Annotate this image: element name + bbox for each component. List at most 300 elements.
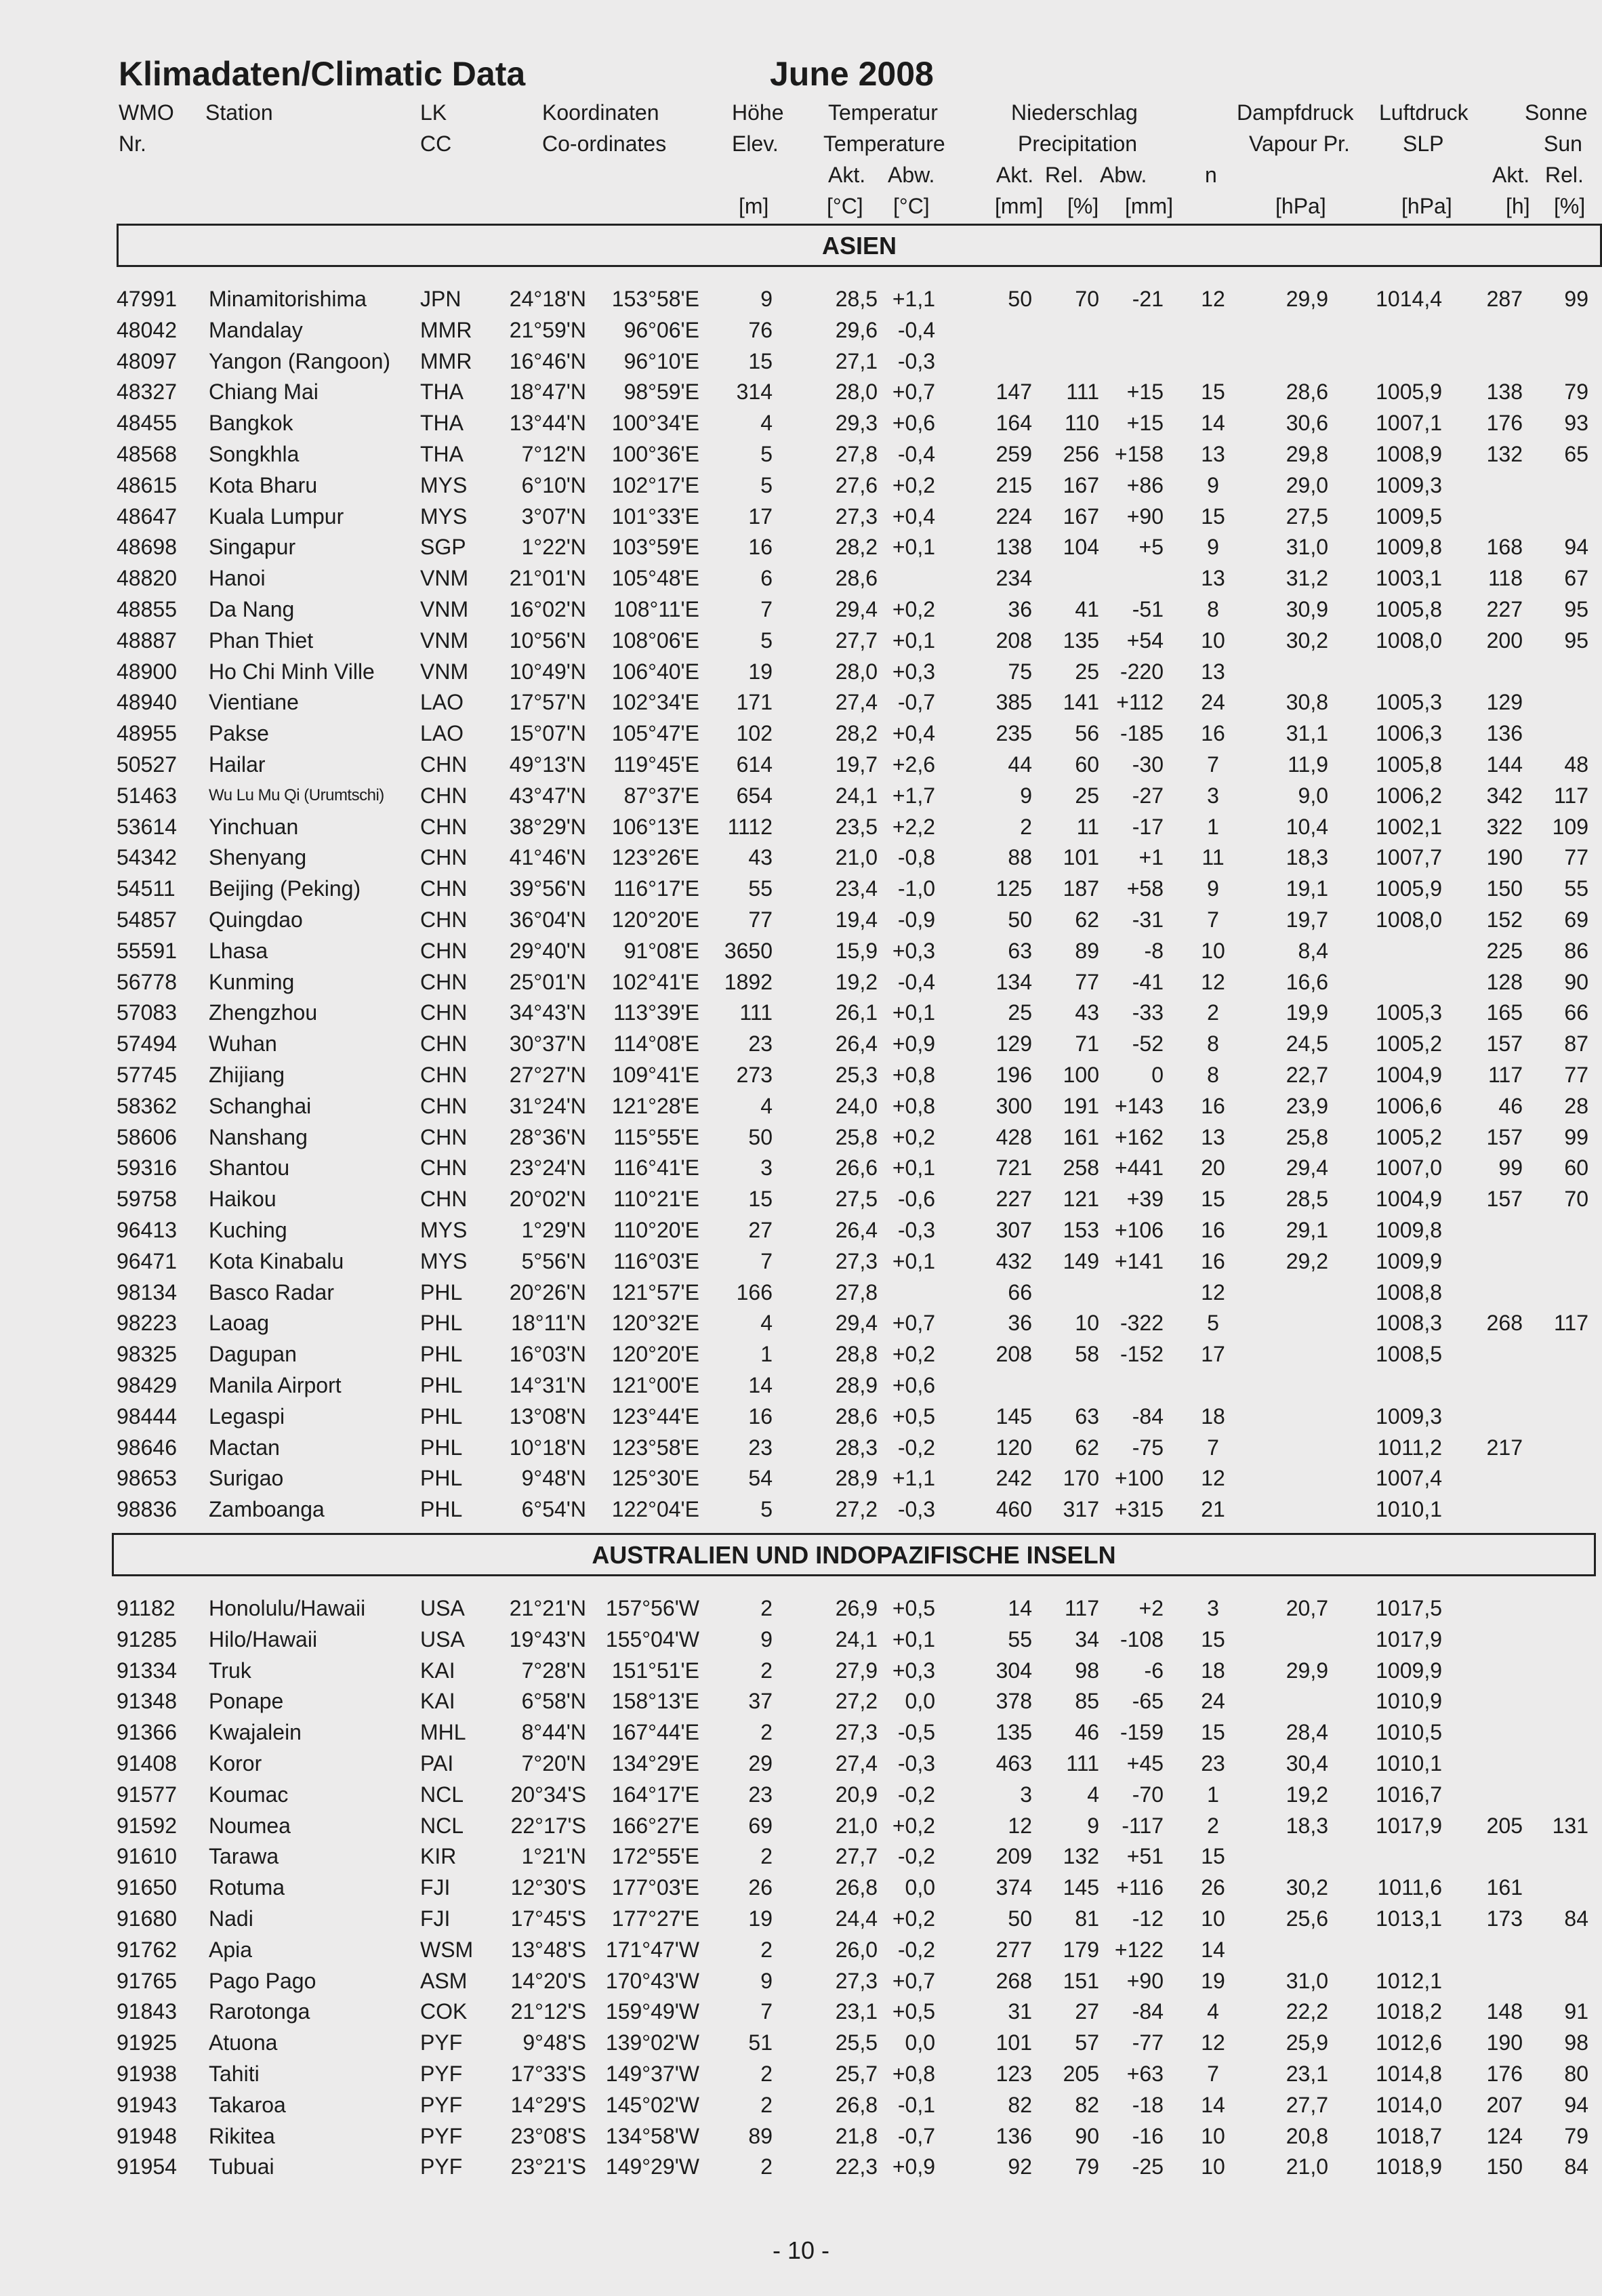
cell-wmo: 91408 — [117, 1751, 177, 1776]
cell-temp: 26,1 — [835, 1000, 878, 1025]
cell-n: 7 — [1207, 2062, 1219, 2086]
cell-lon: 91°08'E — [623, 938, 699, 963]
cell-sun-rel: 98 — [1564, 2030, 1588, 2055]
cell-lon: 106°13'E — [611, 814, 699, 839]
cell-sun-rel: 95 — [1564, 628, 1588, 653]
cell-lat: 22°17'S — [510, 1813, 586, 1838]
cell-cc: PHL — [420, 1279, 463, 1305]
cell-temp: 27,1 — [835, 348, 878, 373]
cell-cc: LAO — [420, 721, 464, 746]
cell-wmo: 59758 — [117, 1187, 177, 1212]
cell-prec-dev: -75 — [1132, 1435, 1164, 1460]
cell-temp: 20,9 — [835, 1782, 878, 1807]
cell-prec: 209 — [995, 1844, 1032, 1869]
cell-temp-dev: +0,2 — [892, 1906, 935, 1931]
cell-wmo: 48887 — [117, 628, 177, 653]
cell-prec: 463 — [995, 1751, 1032, 1776]
cell-prec: 208 — [995, 1342, 1032, 1367]
cell-prec-rel: 256 — [1063, 442, 1099, 466]
cell-station: Schanghai — [209, 1093, 312, 1118]
cell-cc: PAI — [420, 1751, 454, 1776]
table-row — [0, 1494, 1602, 1525]
cell-prec: 25 — [1008, 1000, 1032, 1025]
cell-sun-rel: 117 — [1553, 783, 1588, 808]
cell-wmo: 58606 — [117, 1124, 177, 1149]
cell-station: Yangon (Rangoon) — [209, 348, 391, 373]
cell-temp-dev: -0,9 — [897, 907, 935, 932]
cell-lat: 16°02'N — [509, 597, 586, 621]
cell-station: Da Nang — [209, 597, 295, 621]
cell-sun-h: 227 — [1486, 597, 1523, 621]
cell-sun-rel: 131 — [1552, 1813, 1588, 1838]
cell-sun-rel: 55 — [1564, 876, 1588, 901]
cell-wmo: 91577 — [117, 1782, 177, 1807]
cell-wmo: 91334 — [117, 1658, 177, 1683]
cell-prec-rel: 317 — [1063, 1497, 1099, 1522]
table-row — [0, 1934, 1602, 1965]
cell-sun-h: 205 — [1486, 1813, 1523, 1838]
cell-n: 15 — [1201, 1844, 1225, 1869]
cell-elev: 5 — [760, 628, 773, 653]
cell-prec: 75 — [1008, 659, 1032, 684]
cell-lat: 10°49'N — [509, 659, 586, 684]
cell-temp: 28,2 — [835, 721, 878, 746]
cell-cc: VNM — [420, 566, 469, 591]
cell-slp: 1014,0 — [1376, 2092, 1442, 2117]
cell-temp-dev: +0,9 — [892, 2154, 935, 2179]
cell-prec: 432 — [995, 1248, 1032, 1273]
cell-lat: 12°30'S — [510, 1875, 586, 1900]
cell-sun-h: 176 — [1486, 2062, 1523, 2086]
cell-slp: 1008,9 — [1376, 442, 1442, 466]
cell-n: 8 — [1207, 1031, 1219, 1057]
cell-lat: 41°46'N — [509, 845, 586, 870]
cell-cc: THA — [420, 380, 464, 405]
cell-lat: 21°12'S — [510, 1999, 586, 2024]
cell-station: Laoag — [209, 1311, 269, 1336]
cell-prec-dev: +39 — [1126, 1187, 1164, 1212]
cell-prec-dev: +2 — [1138, 1596, 1164, 1620]
cell-prec: 227 — [995, 1187, 1032, 1212]
cell-sun-rel: 77 — [1564, 1063, 1588, 1087]
cell-prec-rel: 81 — [1075, 1906, 1099, 1931]
cell-prec-dev: -70 — [1132, 1782, 1164, 1807]
cell-sun-h: 128 — [1486, 969, 1523, 994]
cell-cc: WSM — [420, 1937, 474, 1962]
cell-lat: 21°01'N — [509, 566, 586, 591]
cell-prec-dev: -16 — [1132, 2123, 1164, 2148]
cell-n: 16 — [1201, 1093, 1225, 1118]
cell-slp: 1006,3 — [1376, 721, 1442, 746]
cell-prec-dev: -220 — [1120, 659, 1164, 684]
cell-slp: 1010,5 — [1376, 1720, 1442, 1745]
cell-lon: 116°41'E — [613, 1155, 699, 1181]
page-number: - 10 - — [772, 2236, 830, 2264]
table-row — [0, 1593, 1602, 1624]
cell-temp: 26,4 — [835, 1031, 878, 1057]
cell-vapour: 29,0 — [1286, 472, 1328, 497]
table-row — [0, 2058, 1602, 2089]
cell-lat: 29°40'N — [509, 938, 586, 963]
cell-cc: MMR — [420, 348, 472, 373]
cell-sun-h: 176 — [1486, 411, 1523, 436]
cell-prec-rel: 167 — [1063, 472, 1099, 497]
cell-temp: 27,4 — [835, 1751, 878, 1776]
cell-elev: 654 — [736, 783, 773, 808]
cell-sun-h: 150 — [1486, 2154, 1523, 2179]
cell-prec: 63 — [1008, 938, 1032, 963]
cell-prec-dev: +162 — [1114, 1124, 1164, 1149]
cell-slp: 1005,8 — [1376, 597, 1442, 621]
cell-wmo: 48455 — [117, 411, 177, 436]
table-row — [0, 346, 1602, 377]
cell-sun-h: 150 — [1486, 876, 1523, 901]
cell-prec-rel: 101 — [1063, 845, 1099, 870]
cell-lon: 96°10'E — [623, 348, 699, 373]
cell-temp-dev: 0,0 — [905, 2030, 935, 2055]
cell-lat: 9°48'S — [522, 2030, 586, 2055]
cell-cc: USA — [420, 1626, 465, 1652]
header-line1-3: Koordinaten — [542, 100, 659, 125]
cell-temp: 27,7 — [835, 628, 878, 653]
cell-station: Kunming — [209, 969, 295, 994]
cell-prec: 129 — [995, 1031, 1032, 1057]
cell-temp-dev: +0,8 — [892, 1063, 935, 1087]
table-row — [0, 1462, 1602, 1494]
cell-prec-dev: -17 — [1132, 814, 1164, 839]
cell-prec-dev: +122 — [1114, 1937, 1164, 1962]
cell-temp-dev: +0,1 — [892, 535, 935, 560]
cell-station: Takaroa — [209, 2092, 286, 2117]
cell-lon: 108°06'E — [611, 628, 699, 653]
cell-prec: 36 — [1008, 1311, 1032, 1336]
cell-temp: 27,7 — [835, 1844, 878, 1869]
cell-lat: 16°03'N — [509, 1342, 586, 1367]
table-row — [0, 1277, 1602, 1308]
cell-cc: CHN — [420, 845, 468, 870]
cell-lat: 30°37'N — [509, 1031, 586, 1057]
cell-temp: 29,4 — [835, 597, 878, 621]
cell-wmo: 98646 — [117, 1435, 177, 1460]
cell-vapour: 30,4 — [1286, 1751, 1328, 1776]
cell-lat: 23°21'S — [510, 2154, 586, 2179]
cell-n: 13 — [1201, 659, 1225, 684]
cell-cc: CHN — [420, 876, 468, 901]
cell-station: Hailar — [209, 752, 266, 777]
cell-wmo: 91925 — [117, 2030, 177, 2055]
cell-lon: 109°41'E — [611, 1063, 699, 1087]
cell-lon: 114°08'E — [613, 1031, 699, 1057]
cell-n: 16 — [1201, 1218, 1225, 1242]
cell-temp: 27,2 — [835, 1497, 878, 1522]
table-row — [0, 1338, 1602, 1370]
cell-sun-rel: 91 — [1564, 1999, 1588, 2024]
cell-prec-rel: 258 — [1063, 1155, 1099, 1181]
cell-slp: 1008,3 — [1376, 1311, 1442, 1336]
cell-lat: 13°48'S — [510, 1937, 586, 1962]
cell-cc: MYS — [420, 472, 468, 497]
cell-slp: 1009,5 — [1376, 504, 1442, 529]
cell-temp: 25,8 — [835, 1124, 878, 1149]
cell-lon: 149°29'W — [605, 2154, 699, 2179]
cell-temp-dev: -0,3 — [897, 1751, 935, 1776]
cell-cc: KAI — [420, 1689, 455, 1714]
cell-slp: 1004,9 — [1376, 1063, 1442, 1087]
cell-elev: 54 — [748, 1466, 773, 1491]
cell-lon: 170°43'W — [605, 1968, 699, 1993]
cell-vapour: 28,6 — [1286, 380, 1328, 405]
cell-cc: JPN — [420, 287, 461, 311]
cell-n: 7 — [1207, 907, 1219, 932]
cell-temp-dev: +0,1 — [892, 1248, 935, 1273]
cell-slp: 1009,3 — [1376, 472, 1442, 497]
cell-slp: 1011,2 — [1377, 1435, 1442, 1460]
cell-elev: 29 — [748, 1751, 773, 1776]
cell-cc: CHN — [420, 814, 468, 839]
cell-elev: 171 — [736, 690, 773, 715]
cell-sun-rel: 94 — [1564, 535, 1588, 560]
cell-temp: 24,4 — [835, 1906, 878, 1931]
cell-cc: CHN — [420, 1093, 468, 1118]
cell-prec: 120 — [995, 1435, 1032, 1460]
cell-sun-h: 46 — [1498, 1093, 1523, 1118]
cell-temp-dev: +0,2 — [892, 1124, 935, 1149]
cell-n: 14 — [1201, 411, 1225, 436]
cell-temp-dev: -0,2 — [897, 1782, 935, 1807]
cell-station: Minamitorishima — [209, 287, 367, 311]
header-line1-5: Temperatur — [828, 100, 938, 125]
cell-elev: 2 — [760, 1720, 773, 1745]
cell-lon: 158°13'E — [611, 1689, 699, 1714]
cell-station: Surigao — [209, 1466, 284, 1491]
cell-elev: 16 — [748, 535, 773, 560]
table-row — [0, 2027, 1602, 2058]
cell-slp: 1017,5 — [1376, 1596, 1442, 1620]
cell-temp-dev: -0,4 — [897, 442, 935, 466]
cell-elev: 2 — [760, 2092, 773, 2117]
cell-lat: 20°26'N — [509, 1279, 586, 1305]
cell-cc: PHL — [420, 1311, 463, 1336]
cell-lon: 155°04'W — [605, 1626, 699, 1652]
cell-elev: 3650 — [724, 938, 773, 963]
cell-n: 12 — [1201, 969, 1225, 994]
cell-cc: CHN — [420, 969, 468, 994]
cell-cc: CHN — [420, 938, 468, 963]
cell-sun-h: 168 — [1486, 535, 1523, 560]
cell-n: 18 — [1201, 1403, 1225, 1429]
cell-cc: CHN — [420, 1063, 468, 1087]
cell-prec-dev: -159 — [1120, 1720, 1164, 1745]
cell-prec: 307 — [995, 1218, 1032, 1242]
cell-sun-h: 129 — [1486, 690, 1523, 715]
cell-temp-dev: +0,4 — [892, 721, 935, 746]
cell-wmo: 54857 — [117, 907, 177, 932]
cell-wmo: 48097 — [117, 348, 177, 373]
cell-temp-dev: +0,1 — [892, 628, 935, 653]
cell-slp: 1010,1 — [1376, 1497, 1442, 1522]
cell-prec: 50 — [1008, 1906, 1032, 1931]
cell-cc: PYF — [420, 2154, 463, 2179]
cell-prec: 36 — [1008, 597, 1032, 621]
cell-temp-dev: +0,5 — [892, 1596, 935, 1620]
cell-prec-rel: 4 — [1087, 1782, 1099, 1807]
cell-station: Singapur — [209, 535, 296, 560]
cell-cc: PHL — [420, 1497, 463, 1522]
cell-temp: 22,3 — [835, 2154, 878, 2179]
cell-prec-dev: -51 — [1132, 597, 1164, 621]
cell-n: 15 — [1201, 1626, 1225, 1652]
cell-temp: 27,3 — [835, 1248, 878, 1273]
cell-slp: 1005,8 — [1376, 752, 1442, 777]
cell-prec-rel: 151 — [1063, 1968, 1099, 1993]
cell-prec: 242 — [995, 1466, 1032, 1491]
cell-elev: 69 — [748, 1813, 773, 1838]
cell-lat: 13°08'N — [509, 1403, 586, 1429]
cell-sun-h: 124 — [1486, 2123, 1523, 2148]
cell-wmo: 57745 — [117, 1063, 177, 1087]
cell-sun-rel: 99 — [1564, 287, 1588, 311]
cell-elev: 5 — [760, 1497, 773, 1522]
cell-cc: MHL — [420, 1720, 466, 1745]
cell-prec-rel: 132 — [1063, 1844, 1099, 1869]
cell-lon: 119°45'E — [613, 752, 699, 777]
cell-temp: 23,5 — [835, 814, 878, 839]
cell-prec-dev: -21 — [1132, 287, 1164, 311]
cell-wmo: 47991 — [117, 287, 177, 311]
cell-prec-rel: 34 — [1075, 1626, 1099, 1652]
cell-wmo: 91938 — [117, 2062, 177, 2086]
cell-prec: 31 — [1008, 1999, 1032, 2024]
cell-prec-rel: 46 — [1075, 1720, 1099, 1745]
cell-prec-rel: 63 — [1075, 1403, 1099, 1429]
cell-temp-dev: +1,1 — [892, 287, 935, 311]
cell-n: 24 — [1201, 1689, 1225, 1714]
cell-station: Haikou — [209, 1187, 276, 1212]
cell-station: Zhengzhou — [209, 1000, 318, 1025]
cell-station: Mactan — [209, 1435, 280, 1460]
cell-temp-dev: -0,4 — [897, 969, 935, 994]
cell-sun-h: 225 — [1486, 938, 1523, 963]
cell-slp: 1009,8 — [1376, 1218, 1442, 1242]
cell-prec-rel: 111 — [1066, 1751, 1099, 1776]
cell-cc: VNM — [420, 628, 469, 653]
cell-lon: 120°32'E — [611, 1311, 699, 1336]
cell-slp: 1013,1 — [1376, 1906, 1442, 1931]
cell-sun-rel: 84 — [1564, 1906, 1588, 1931]
header-line3-2: Akt. — [996, 163, 1034, 187]
cell-cc: CHN — [420, 1187, 468, 1212]
cell-n: 1 — [1207, 1782, 1219, 1807]
cell-prec: 374 — [995, 1875, 1032, 1900]
cell-sun-h: 117 — [1487, 1063, 1523, 1087]
cell-sun-h: 190 — [1486, 2030, 1523, 2055]
cell-elev: 19 — [748, 1906, 773, 1931]
cell-temp-dev: +0,3 — [892, 659, 935, 684]
table-row — [0, 1432, 1602, 1463]
cell-lon: 110°20'E — [613, 1218, 699, 1242]
cell-wmo: 91762 — [117, 1937, 177, 1962]
cell-elev: 9 — [760, 287, 773, 311]
cell-temp: 21,8 — [835, 2123, 878, 2148]
cell-prec-rel: 56 — [1075, 721, 1099, 746]
table-row — [0, 438, 1602, 470]
cell-elev: 614 — [736, 752, 773, 777]
cell-prec: 378 — [995, 1689, 1032, 1714]
cell-prec: 277 — [995, 1937, 1032, 1962]
cell-vapour: 20,8 — [1286, 2123, 1328, 2148]
cell-wmo: 91943 — [117, 2092, 177, 2117]
cell-lon: 157°56'W — [605, 1596, 699, 1620]
cell-wmo: 59316 — [117, 1155, 177, 1181]
cell-elev: 37 — [748, 1689, 773, 1714]
cell-temp: 19,2 — [835, 969, 878, 994]
cell-temp: 28,2 — [835, 535, 878, 560]
cell-prec-dev: +51 — [1126, 1844, 1164, 1869]
cell-sun-h: 99 — [1498, 1155, 1523, 1181]
table-row — [0, 1059, 1602, 1090]
table-row — [0, 594, 1602, 625]
cell-station: Truk — [209, 1658, 251, 1683]
cell-sun-h: 148 — [1486, 1999, 1523, 2024]
cell-elev: 4 — [760, 411, 773, 436]
cell-vapour: 9,0 — [1298, 783, 1328, 808]
cell-cc: CHN — [420, 1124, 468, 1149]
cell-elev: 5 — [760, 472, 773, 497]
cell-elev: 2 — [760, 2154, 773, 2179]
cell-prec-dev: -8 — [1144, 938, 1164, 963]
cell-cc: CHN — [420, 752, 468, 777]
cell-n: 14 — [1201, 1937, 1225, 1962]
cell-temp-dev: +0,4 — [892, 504, 935, 529]
header-line3-1: Abw. — [888, 163, 935, 187]
cell-lat: 17°57'N — [509, 690, 586, 715]
cell-temp-dev: +0,7 — [892, 1968, 935, 1993]
cell-prec: 123 — [995, 2062, 1032, 2086]
cell-temp: 28,9 — [835, 1373, 878, 1397]
cell-elev: 5 — [760, 442, 773, 466]
cell-station: Ponape — [209, 1689, 284, 1714]
cell-vapour: 25,9 — [1286, 2030, 1328, 2055]
cell-vapour: 31,0 — [1286, 535, 1328, 560]
cell-prec-dev: -108 — [1120, 1626, 1164, 1652]
cell-cc: NCL — [420, 1782, 464, 1807]
cell-elev: 23 — [748, 1031, 773, 1057]
cell-elev: 89 — [748, 2123, 773, 2148]
cell-temp-dev: -0,1 — [897, 2092, 935, 2117]
table-row — [0, 749, 1602, 780]
cell-elev: 3 — [760, 1155, 773, 1181]
cell-prec-dev: +45 — [1126, 1751, 1164, 1776]
cell-elev: 166 — [736, 1279, 773, 1305]
cell-slp: 1002,1 — [1376, 814, 1442, 839]
cell-slp: 1012,6 — [1376, 2030, 1442, 2055]
cell-prec: 14 — [1008, 1596, 1032, 1620]
table-row — [0, 718, 1602, 749]
cell-n: 14 — [1201, 2092, 1225, 2117]
header-line1-9: Sonne — [1525, 100, 1588, 125]
cell-station: Lhasa — [209, 938, 268, 963]
cell-temp-dev: +0,2 — [892, 597, 935, 621]
cell-lon: 166°27'E — [611, 1813, 699, 1838]
cell-prec-dev: -33 — [1132, 1000, 1164, 1025]
cell-n: 1 — [1207, 814, 1219, 839]
cell-elev: 7 — [760, 597, 773, 621]
page-date: June 2008 — [770, 55, 934, 93]
cell-prec: 66 — [1008, 1279, 1032, 1305]
cell-sun-h: 217 — [1486, 1435, 1523, 1460]
cell-station: Ho Chi Minh Ville — [209, 659, 375, 684]
cell-temp-dev: -0,2 — [897, 1844, 935, 1869]
